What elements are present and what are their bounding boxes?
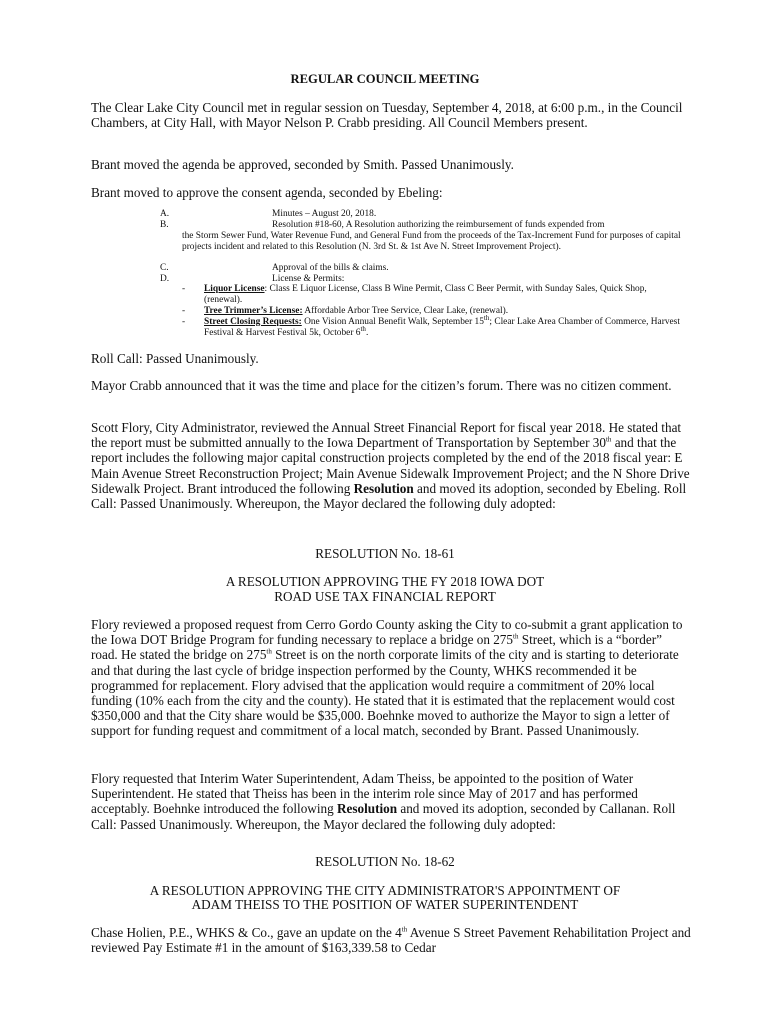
consent-item-b-continuation: the Storm Sewer Fund, Water Revenue Fund, and General Fund from the proceeds of the Tax-Increment Fund for purposes of capital projects incident and related to this Resolution (N. 3rd St. & 1st Ave N. Street Improvement Project). [182, 231, 681, 252]
agenda-motion: Brant moved the agenda be approved, seconded by Smith. Passed Unanimously. [91, 157, 514, 172]
resolution-keyword: Resolution [336, 801, 398, 817]
tree-trimmer-text: Affordable Arbor Tree Service, Clear Lake, (renewal). [302, 306, 509, 316]
document-title: REGULAR COUNCIL MEETING [290, 72, 480, 86]
liquor-license-entry [204, 284, 686, 306]
resolution-18-61-title-line1: A RESOLUTION APPROVING THE FY 2018 IOWA DOT [225, 574, 545, 589]
street-report-text-a: Scott Flory, City Administrator, reviewed the Annual Street Financial Report for fiscal year 2018. He stated that the report must be submitted annually to the Iowa Department of Transportation by September 30 [91, 420, 682, 451]
street-report-text-c: and moved its adoption, seconded by Ebeling. Roll Call: Passed Unanimously. Whereupon, the Mayor declared the following duly adopted: [91, 480, 687, 512]
bullet-dash: - [182, 317, 186, 327]
liquor-license-text: : Class E Liquor License, Class B Wine Permit, Class C Beer Permit, with Sunday Sales, Quick Shop, (renewal). [204, 284, 647, 305]
street-closing-heading: Street Closing Requests: [204, 317, 302, 327]
street-closing-text-a: One Vision Annual Benefit Walk, September 15 [301, 317, 484, 327]
superscript: th [266, 648, 272, 657]
bridge-text-b: Street, which is a “border” road. He stated the bridge on 275 [91, 632, 662, 663]
superscript: th [605, 435, 612, 444]
consent-item-d-letter: D. [160, 274, 170, 284]
bullet-dash: - [182, 306, 186, 316]
tree-trimmer-entry [204, 306, 686, 317]
roll-call-paragraph: Roll Call: Passed Unanimously. [91, 351, 259, 366]
superscript: th [360, 324, 366, 333]
street-closing-entry [204, 313, 686, 339]
consent-item-b-letter: B. [160, 220, 169, 230]
citizen-forum-paragraph: Mayor Crabb announced that it was the time and place for the citizen’s forum. There was no citizen comment. [91, 378, 672, 393]
street-report-paragraph [91, 420, 691, 511]
pavement-text-b: Avenue S Street Pavement Rehabilitation Project and reviewed Pay Estimate #1 in the amount of $163,339.58 to Cedar [91, 925, 691, 956]
water-text-b: and moved its adoption, seconded by Callanan. Roll Call: Passed Unanimously. Whereupon, the Mayor declared the following duly adopted: [91, 801, 676, 832]
superscript: th [401, 925, 408, 934]
resolution-18-62-title-line1: A RESOLUTION APPROVING THE CITY ADMINISTRATOR'S APPOINTMENT OF [149, 883, 621, 898]
consent-item-a-letter: A. [160, 209, 170, 219]
superscript: th [513, 632, 519, 641]
tree-trimmer-heading: Tree Trimmer’s License: [204, 306, 303, 316]
liquor-license-heading: Liquor License [204, 284, 265, 294]
bridge-paragraph [91, 617, 691, 739]
consent-item-b-text: Resolution #18-60, A Resolution authorizing the reimbursement of funds expended from [272, 220, 605, 230]
street-report-text-b: and that the report includes the following major capital construction projects completed by the end of the 2018 fiscal year: E Main Avenue Street Reconstruction Project; Main Avenue Sidewalk Improvement Project; and the N Shore Drive Sidewalk Project. Brant introduced the following [91, 435, 690, 496]
resolution-18-62-title-line2: ADAM THEISS TO THE POSITION OF WATER SUPERINTENDENT [191, 897, 579, 912]
resolution-18-61-number: RESOLUTION No. 18-61 [315, 546, 455, 561]
consent-item-a-text: Minutes – August 20, 2018. [272, 209, 377, 219]
consent-item-c-text: Approval of the bills & claims. [272, 263, 389, 273]
street-closing-text-c: . [365, 328, 369, 338]
resolution-18-61-title-line2: ROAD USE TAX FINANCIAL REPORT [274, 589, 496, 604]
water-text-a: Flory requested that Interim Water Superintendent, Adam Theiss, be appointed to the position of Water Superintendent. He stated that Theiss has been in the interim role since May of 2017 and has performed acceptably. Boehnke introduced the following [91, 771, 638, 817]
bridge-text-c: Street is on the north corporate limits of the city and is starting to deteriorate and that during the last cycle of bridge inspection performed by the County, WHKS recommended it be programmed for replacement. Flory advised that the application would require a commitment of 20% local funding (10% each from the city and the county). He stated that it is estimated that the replacement would cost $350,000 and that the City share would be $35,000. Boehnke moved to authorize the Mayor to sign a letter of support for funding request and commitment of a local match, seconded by Brant. Passed Unanimously. [91, 647, 679, 739]
resolution-keyword: Resolution [353, 480, 414, 496]
pavement-text-a: Chase Holien, P.E., WHKS & Co., gave an update on the 4 [91, 925, 402, 940]
consent-item-c-letter: C. [160, 263, 169, 273]
bridge-text-a: Flory reviewed a proposed request from Cerro Gordo County asking the City to co-submit a grant application to the Iowa DOT Bridge Program for funding necessary to replace a bridge on 275 [91, 617, 683, 648]
consent-motion: Brant moved to approve the consent agenda, seconded by Ebeling: [91, 185, 443, 200]
consent-item-d-text: License & Permits: [272, 274, 345, 284]
superscript: th [483, 313, 490, 322]
opening-paragraph: The Clear Lake City Council met in regular session on Tuesday, September 4, 2018, at 6:00 p.m., in the Council Chambers, at City Hall, with Mayor Nelson P. Crabb presiding. All Council Members present. [91, 100, 683, 131]
street-closing-text-b: ; Clear Lake Area Chamber of Commerce, Harvest Festival & Harvest Festival 5k, October 6 [204, 317, 680, 338]
bullet-dash: - [182, 284, 186, 294]
water-superintendent-paragraph [91, 771, 691, 832]
resolution-18-62-number: RESOLUTION No. 18-62 [315, 854, 455, 869]
pavement-paragraph [91, 925, 691, 955]
